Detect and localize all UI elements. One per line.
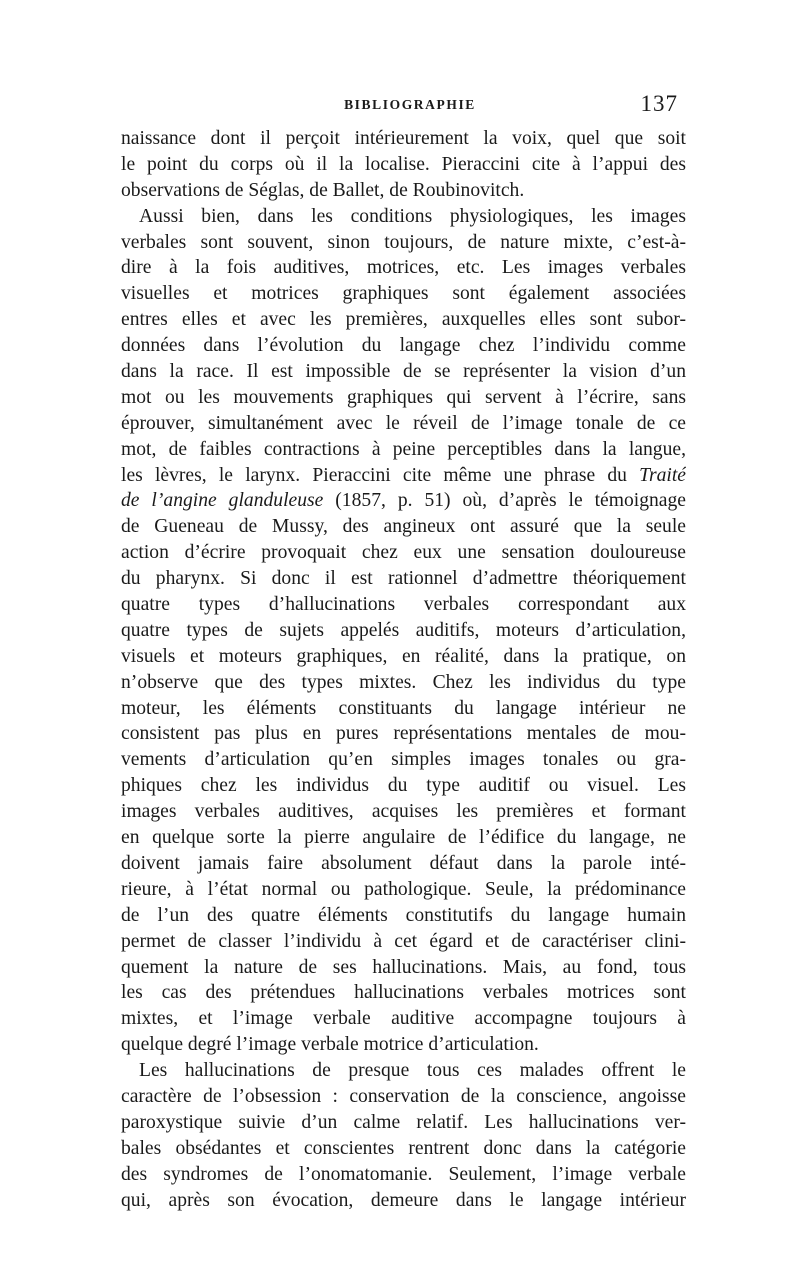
- text-line: [121, 514, 686, 540]
- line-text: n’observe que des types mixtes. Chez les individus du type: [121, 671, 686, 693]
- line-text: en quelque sorte la pierre angulaire de l’édifice du langage, ne: [121, 827, 686, 849]
- line-text: caractère de l’obsession : conservation de la conscience, angoisse: [121, 1085, 686, 1107]
- line-text: mixtes, et l’image verbale auditive accompagne toujours à: [121, 1008, 686, 1030]
- text-line: [121, 1032, 686, 1058]
- line-text: (1857, p. 51) où, d’après le témoignage: [335, 490, 686, 512]
- running-title: BIBLIOGRAPHIE: [344, 97, 476, 112]
- line-text: Les hallucinations de presque tous ces malades offrent le: [139, 1060, 686, 1082]
- text-line: [121, 255, 686, 281]
- text-line: [121, 463, 686, 489]
- line-text: quelque degré l’image verbale motrice d’articulation.: [121, 1034, 539, 1056]
- line-text: quatre types d’hallucinations verbales correspondant aux: [121, 594, 686, 616]
- text-line: [121, 152, 686, 178]
- text-line: [121, 644, 686, 670]
- line-text: entres elles et avec les premières, auxquelles elles sont subor-: [121, 309, 686, 331]
- text-line: [121, 281, 686, 307]
- line-text: bales obsédantes et conscientes rentrent donc dans la catégorie: [121, 1137, 686, 1159]
- text-line: [121, 747, 686, 773]
- line-text: mot ou les mouvements graphiques qui servent à l’écrire, sans: [121, 386, 686, 408]
- line-text: de Gueneau de Mussy, des angineux ont assuré que la seule: [121, 516, 686, 538]
- page-number: 137: [640, 91, 678, 116]
- body-text: [121, 126, 686, 1213]
- line-text: de l’un des quatre éléments constitutifs du langage humain: [121, 904, 686, 926]
- text-line: [121, 851, 686, 877]
- text-line: [121, 1110, 686, 1136]
- line-text: vements d’articulation qu’en simples images tonales ou gra-: [121, 749, 686, 771]
- line-text: quatre types de sujets appelés auditifs, moteurs d’articulation,: [121, 619, 686, 641]
- line-text: rieure, à l’état normal ou pathologique. Seule, la prédominance: [121, 878, 686, 900]
- line-text: éprouver, simultanément avec le réveil de l’image tonale de ce: [121, 412, 686, 434]
- text-line: [121, 488, 686, 514]
- line-text: du pharynx. Si donc il est rationnel d’admettre théoriquement: [121, 568, 686, 590]
- line-text: naissance dont il perçoit intérieurement la voix, quel que soit: [121, 128, 686, 149]
- line-text: verbales sont souvent, sinon toujours, de nature mixte, c’est-à-: [121, 231, 686, 253]
- line-text: les cas des prétendues hallucinations verbales motrices sont: [121, 982, 686, 1004]
- line-text: images verbales auditives, acquises les premières et formant: [121, 801, 686, 823]
- text-line: [121, 333, 686, 359]
- text-line: [121, 670, 686, 696]
- line-text: paroxystique suivie d’un calme relatif. Les hallucinations ver-: [121, 1111, 686, 1133]
- line-text: doivent jamais faire absolument défaut dans la parole inté-: [121, 852, 686, 874]
- text-line: [121, 1136, 686, 1162]
- text-line: [121, 618, 686, 644]
- text-line: [121, 1006, 686, 1032]
- line-text: mot, de faibles contractions à peine perceptibles dans la langue,: [121, 438, 686, 460]
- text-line: [121, 980, 686, 1006]
- line-text: données dans l’évolution du langage chez l’individu comme: [121, 335, 686, 357]
- text-line: [121, 307, 686, 333]
- line-text: consistent pas plus en pures représentations mentales de mou-: [121, 723, 686, 745]
- text-line: [121, 721, 686, 747]
- text-line: [121, 126, 686, 152]
- text-line: [121, 696, 686, 722]
- text-line: [121, 204, 686, 230]
- text-line: [121, 773, 686, 799]
- text-line: [121, 1188, 686, 1214]
- text-line: [121, 385, 686, 411]
- line-text: dire à la fois auditives, motrices, etc. Les images verbales: [121, 257, 686, 279]
- text-line: [121, 799, 686, 825]
- line-text: qui, après son évocation, demeure dans le langage intérieur: [121, 1189, 686, 1211]
- text-line: [121, 437, 686, 463]
- text-line: [121, 566, 686, 592]
- text-line: [121, 230, 686, 256]
- text-line: [121, 592, 686, 618]
- text-line: [121, 825, 686, 851]
- italic-title: de l’angine glanduleuse: [121, 490, 324, 512]
- line-text: moteur, les éléments constituants du langage intérieur ne: [121, 697, 686, 719]
- line-text: quement la nature de ses hallucinations. Mais, au fond, tous: [121, 956, 686, 978]
- line-text: action d’écrire provoquait chez eux une sensation douloureuse: [121, 542, 686, 564]
- text-line: [121, 955, 686, 981]
- line-text: les lèvres, le larynx. Pieraccini cite même une phrase du: [121, 464, 627, 486]
- line-text: visuels et moteurs graphiques, en réalité, dans la pratique, on: [121, 645, 686, 667]
- text-line: [121, 1162, 686, 1188]
- text-line: [121, 540, 686, 566]
- line-text: Aussi bien, dans les conditions physiologiques, les images: [139, 205, 686, 227]
- text-line: [121, 411, 686, 437]
- page-header: [122, 91, 684, 121]
- line-text: visuelles et motrices graphiques sont également associées: [121, 283, 686, 305]
- line-text: dans la race. Il est impossible de se représenter la vision d’un: [121, 361, 686, 383]
- text-line: [121, 178, 686, 204]
- text-line: [121, 877, 686, 903]
- text-line: [121, 903, 686, 929]
- line-text: observations de Séglas, de Ballet, de Roubinovitch.: [121, 179, 525, 201]
- text-line: [121, 1084, 686, 1110]
- line-text: phiques chez les individus du type auditif ou visuel. Les: [121, 775, 686, 797]
- text-line: [121, 359, 686, 385]
- text-line: [121, 1058, 686, 1084]
- line-text: le point du corps où il la localise. Pieraccini cite à l’appui des: [121, 153, 686, 175]
- italic-title: Traité: [639, 464, 686, 486]
- line-text: des syndromes de l’onomatomanie. Seulement, l’image verbale: [121, 1163, 686, 1185]
- text-line: [121, 929, 686, 955]
- line-text: permet de classer l’individu à cet égard et de caractériser clini-: [121, 930, 686, 952]
